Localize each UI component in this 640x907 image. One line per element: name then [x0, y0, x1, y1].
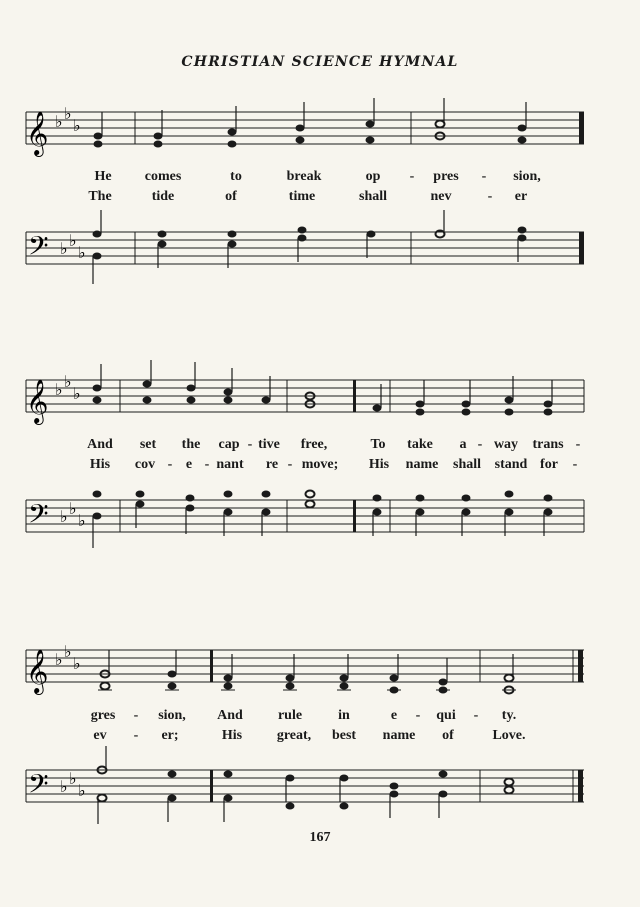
- hymnal-title: CHRISTIAN SCIENCE HYMNAL: [181, 54, 459, 70]
- final-barline: [579, 112, 584, 144]
- bass-notes-2: [93, 491, 553, 520]
- treble-staff-2: [0, 368, 640, 448]
- svg-text:♭: ♭: [73, 384, 81, 403]
- treble-staff-1: [0, 100, 640, 180]
- svg-text:𝄞: 𝄞: [26, 649, 49, 693]
- treble-staff-3: [0, 638, 640, 718]
- svg-text:♭: ♭: [69, 231, 77, 250]
- svg-text:♭: ♭: [69, 769, 77, 788]
- lyrics-verse-1-system-3: gres - sion, And rule in e - qui - ty.: [90, 708, 517, 723]
- treble-clef-icon: 𝄞: [26, 111, 49, 155]
- bass-clef-icon: 𝄢: [28, 230, 49, 268]
- svg-text:♭: ♭: [60, 239, 68, 258]
- svg-text:♭: ♭: [64, 642, 72, 661]
- svg-text:𝄢: 𝄢: [28, 498, 49, 536]
- svg-text:♭: ♭: [60, 777, 68, 796]
- svg-text:♭: ♭: [55, 380, 63, 399]
- svg-text:♭: ♭: [64, 372, 72, 391]
- svg-text:♭: ♭: [78, 243, 86, 262]
- lyrics-verse-2-system-1: The tide of time shall nev - er: [88, 189, 528, 204]
- svg-text:𝄢: 𝄢: [28, 768, 49, 806]
- svg-text:♭: ♭: [69, 499, 77, 518]
- treble-notes-1: [94, 121, 527, 148]
- svg-text:♭: ♭: [73, 116, 81, 135]
- treble-notes-2: [93, 381, 553, 416]
- bass-staff-1: [0, 220, 640, 300]
- svg-text:♭: ♭: [78, 511, 86, 530]
- key-signature-flats: [55, 104, 81, 135]
- svg-text:♭: ♭: [64, 104, 72, 123]
- svg-text:♭: ♭: [55, 650, 63, 669]
- svg-text:♭: ♭: [60, 507, 68, 526]
- svg-text:♭: ♭: [73, 654, 81, 673]
- lyrics-verse-1-system-2: And set the cap - tive free, To take a - way trans -: [87, 437, 581, 452]
- svg-text:𝄞: 𝄞: [26, 379, 49, 423]
- lyrics-verse-2-system-2: His cov - e - nant re - move; His name shall stand for -: [89, 457, 578, 472]
- bass-staff-2: [0, 488, 640, 568]
- svg-text:♭: ♭: [78, 781, 86, 800]
- lyrics-verse-1-system-1: He comes to break op - pres - sion,: [94, 169, 541, 184]
- bass-staff-3: [0, 758, 640, 838]
- svg-text:♭: ♭: [55, 112, 63, 131]
- page-number: 167: [309, 830, 331, 845]
- lyrics-verse-2-system-3: ev - er; His great, best name of Love.: [93, 728, 526, 743]
- bass-notes-3: [98, 767, 514, 810]
